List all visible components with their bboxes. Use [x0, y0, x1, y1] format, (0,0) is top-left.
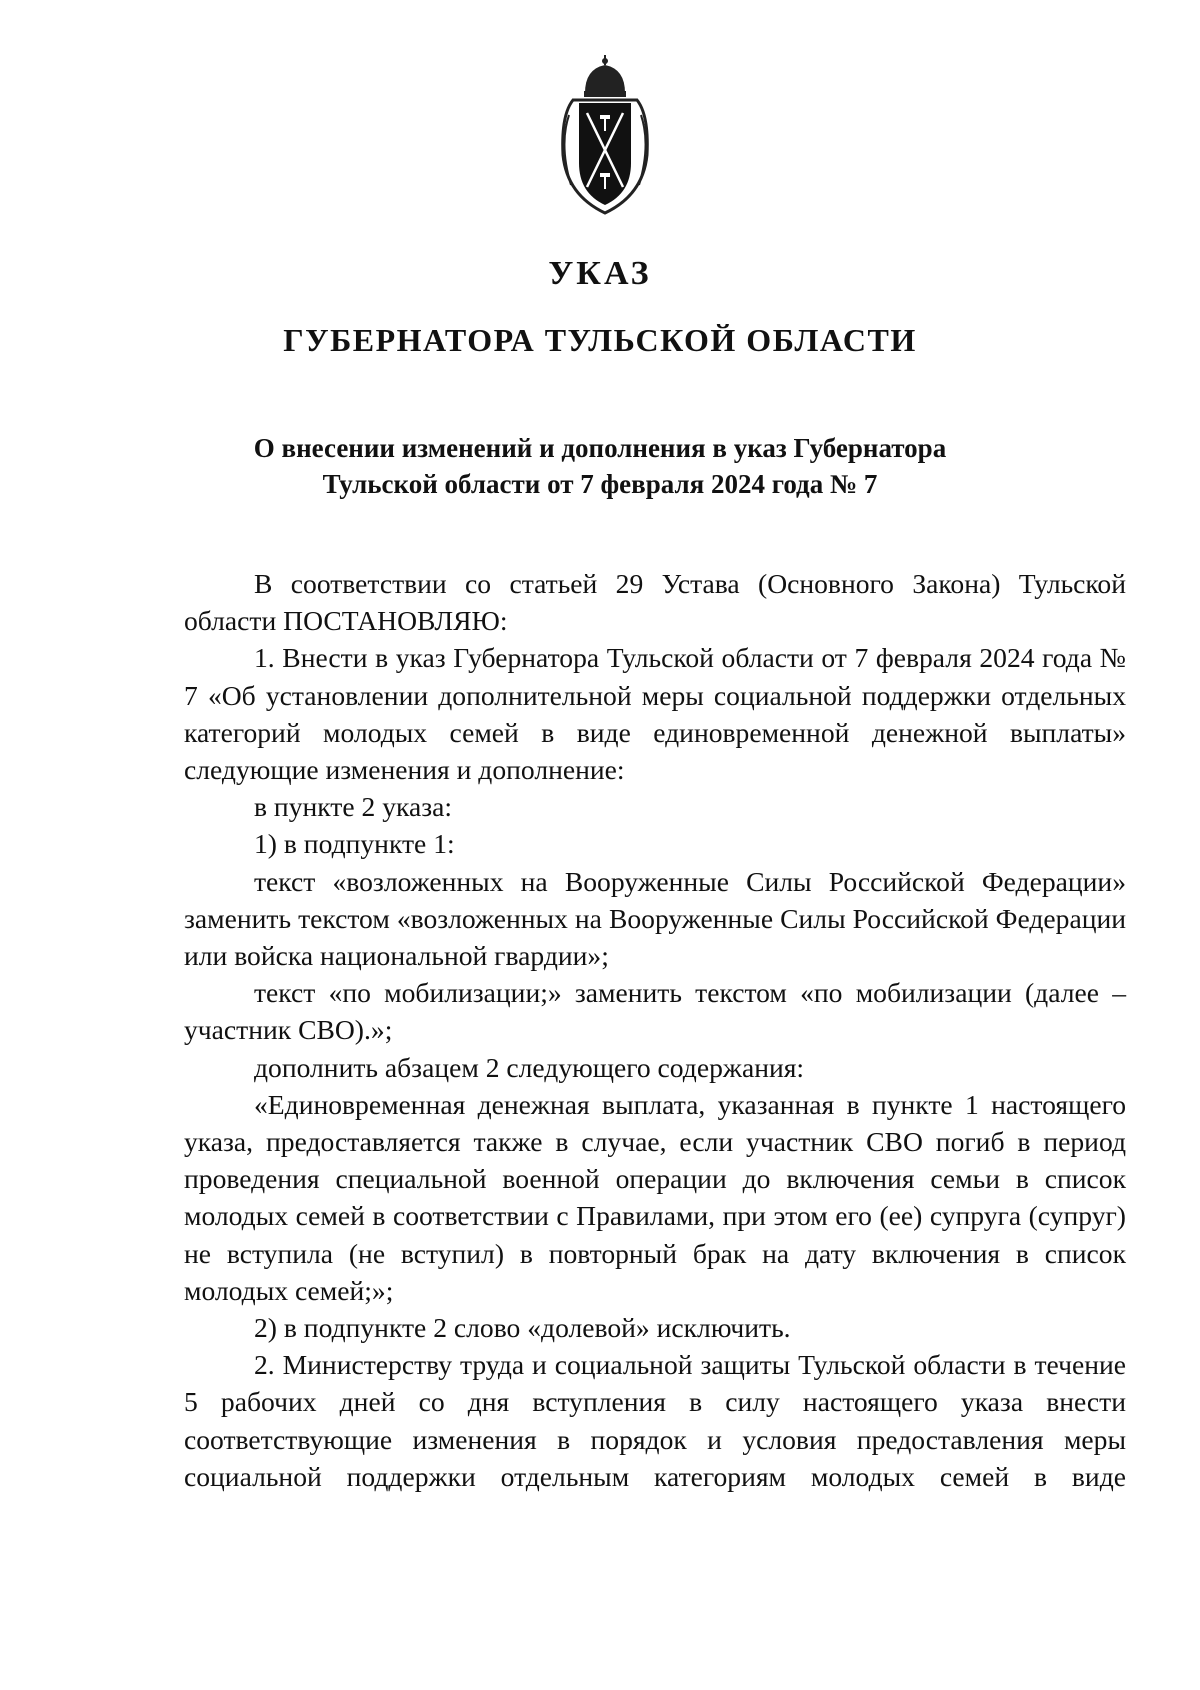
paragraph: 1. Внести в указ Губернатора Тульской области от 7 февраля 2024 года № 7 «Об установлении дополнительной меры социальной поддержки отдельных категорий молодых семей в виде единовременной денежной выплаты» следующие изменения и дополнение: — [184, 642, 1126, 786]
paragraph: В соответствии со статьей 29 Устава (Основного Закона) Тульской области ПОСТАНОВЛЯЮ: — [184, 568, 1126, 637]
paragraph: дополнить абзацем 2 следующего содержания: — [254, 1051, 805, 1083]
paragraph: в пункте 2 указа: — [254, 791, 453, 823]
document-issuer: ГУБЕРНАТОРА ТУЛЬСКОЙ ОБЛАСТИ — [283, 322, 917, 358]
paragraph: «Единовременная денежная выплата, указанная в пункте 1 настоящего указа, предоставляется также в случае, если участник СВО погиб в период проведения специальной военной операции до включения семьи в список молодых семей в соответствии с Правилами, при этом его (ее) супруга (супруг) не вступила (не вступил) в повторный брак на дату включения в список молодых семей;»; — [184, 1088, 1126, 1306]
tula-coat-of-arms-icon — [555, 55, 655, 215]
document-body — [184, 565, 1126, 1495]
paragraph: 1) в подпункте 1: — [254, 828, 455, 860]
subject-line-1: О внесении изменений и дополнения в указ Губернатора — [253, 433, 947, 463]
paragraph: текст «возложенных на Вооруженные Силы Российской Федерации» заменить текстом «возложенных на Вооруженные Силы Российской Федерации или войска национальной гвардии»; — [184, 865, 1126, 972]
paragraph: 2) в подпункте 2 слово «долевой» исключить. — [254, 1312, 791, 1344]
document-title: УКАЗ — [548, 255, 652, 292]
paragraph: 2. Министерству труда и социальной защиты Тульской области в течение 5 рабочих дней со дня вступления в силу настоящего указа внести соответствующие изменения в порядок и условия предоставления меры социальной поддержки отдельным категориям молодых семей в виде — [184, 1349, 1126, 1492]
subject-line-2: Тульской области от 7 февраля 2024 года № 7 — [322, 469, 878, 499]
document-subject — [0, 430, 1200, 502]
paragraph: текст «по мобилизации;» заменить текстом «по мобилизации (далее – участник СВО).»; — [184, 977, 1126, 1046]
